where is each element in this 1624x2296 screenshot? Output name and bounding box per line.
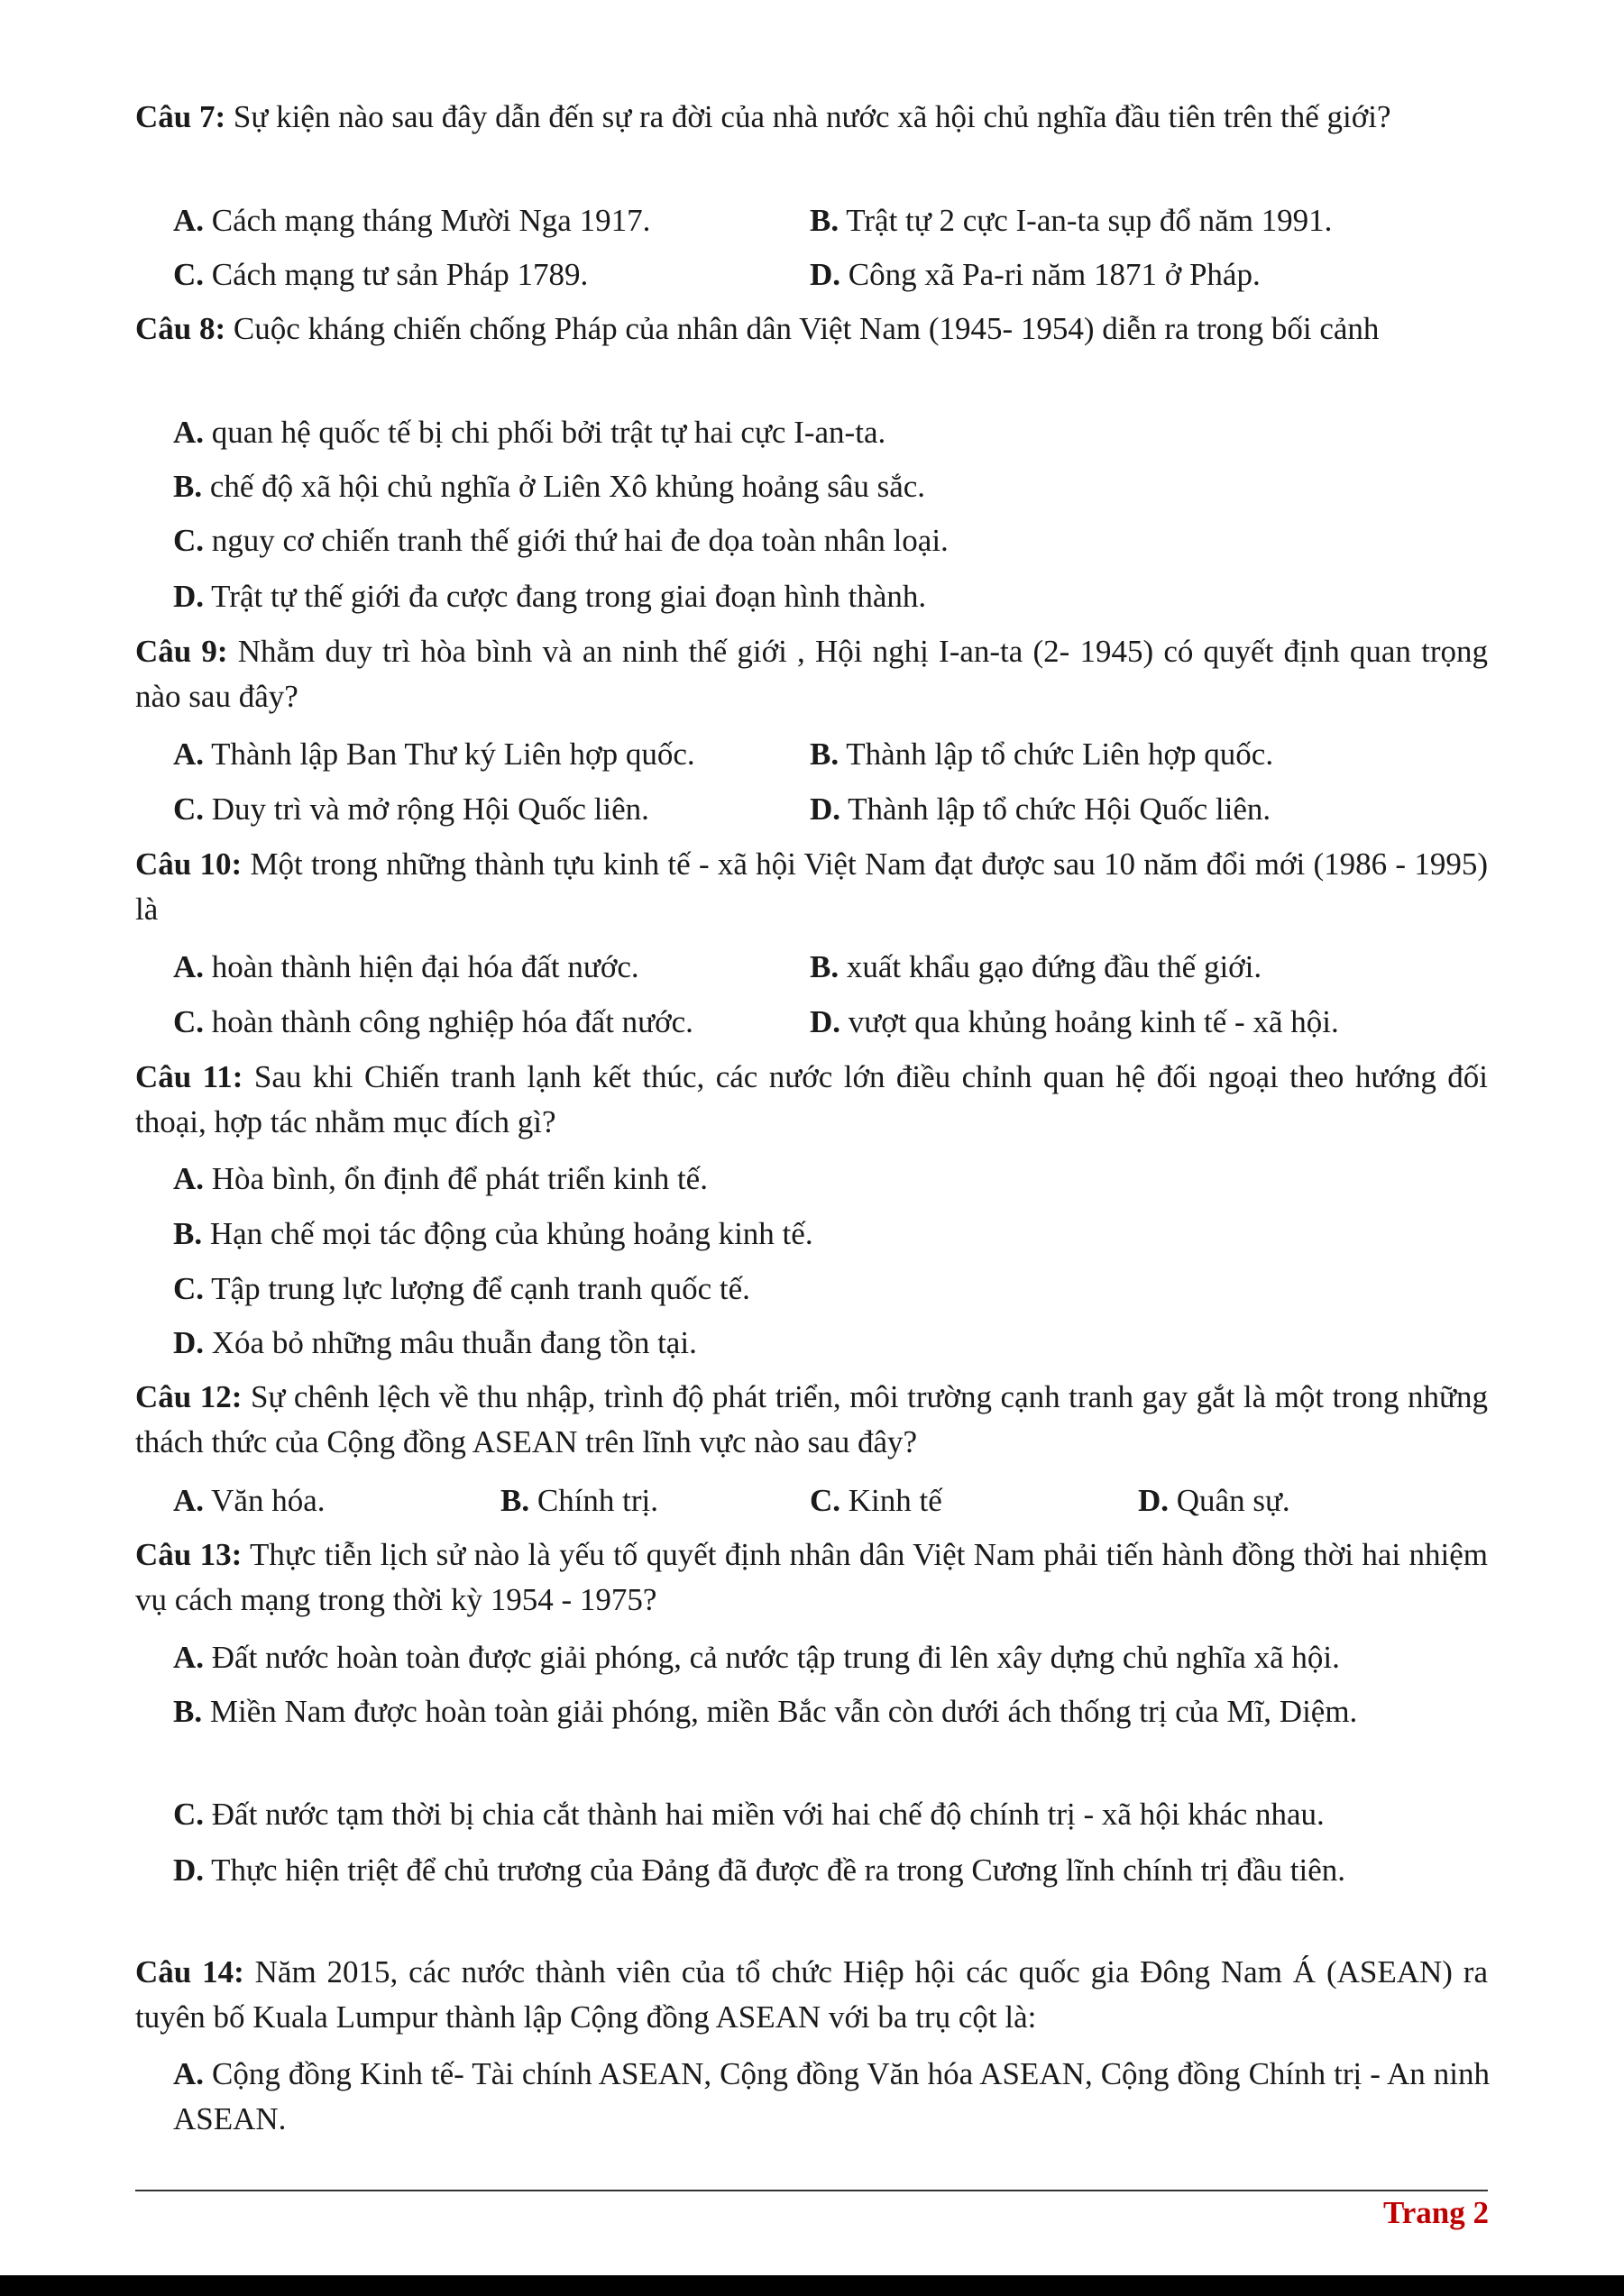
- question-text: Sự kiện nào sau đây dẫn đến sự ra đời của nhà nước xã hội chủ nghĩa đầu tiên trên thế giới?: [225, 99, 1391, 134]
- question-label: Câu 12:: [135, 1379, 243, 1414]
- option-a: A. quan hệ quốc tế bị chi phối bởi trật tự hai cực I-an-ta.: [173, 415, 886, 450]
- option-b: B. Miền Nam được hoàn toàn giải phóng, miền Bắc vẫn còn dưới ách thống trị của Mĩ, Diệm.: [173, 1694, 1358, 1729]
- question-text: Sự chênh lệch về thu nhập, trình độ phát triển, môi trường cạnh tranh gay gắt là một trong những thách thức của Cộng đồng ASEAN trên lĩnh vực nào sau đây?: [135, 1379, 1488, 1459]
- option-b: B. xuất khẩu gạo đứng đầu thế giới.: [810, 949, 1262, 984]
- question-text: Một trong những thành tựu kinh tế - xã hội Việt Nam đạt được sau 10 năm đổi mới (1986 - 1995) là: [135, 846, 1488, 927]
- question-text: Nhằm duy trì hòa bình và an ninh thế giới , Hội nghị I-an-ta (2- 1945) có quyết định quan trọng nào sau đây?: [135, 634, 1488, 714]
- question-text: Sau khi Chiến tranh lạnh kết thúc, các nước lớn điều chỉnh quan hệ đối ngoại theo hướng đối thoại, hợp tác nhằm mục đích gì?: [135, 1059, 1489, 1139]
- question-label: Câu 11:: [135, 1059, 243, 1094]
- question-9: [135, 629, 1488, 719]
- option-d: D. Trật tự thế giới đa cược đang trong giai đoạn hình thành.: [173, 579, 927, 614]
- question-7: [135, 95, 1488, 140]
- page-number: Trang 2: [1383, 2195, 1489, 2230]
- option-b: B. chế độ xã hội chủ nghĩa ở Liên Xô khủng hoảng sâu sắc.: [173, 469, 926, 504]
- question-label: Câu 10:: [135, 846, 243, 882]
- option-d: D. Xóa bỏ những mâu thuẫn đang tồn tại.: [173, 1325, 697, 1360]
- option-b: B. Trật tự 2 cực I-an-ta sụp đổ năm 1991.: [810, 203, 1333, 238]
- option-c: C. Cách mạng tư sản Pháp 1789.: [173, 257, 589, 292]
- option-a: A. hoàn thành hiện đại hóa đất nước.: [173, 949, 639, 984]
- question-text: Năm 2015, các nước thành viên của tổ chức Hiệp hội các quốc gia Đông Nam Á (ASEAN) ra tuyên bố Kuala Lumpur thành lập Cộng đồng ASEAN với ba trụ cột là:: [135, 1954, 1488, 2035]
- question-text: Thực tiễn lịch sử nào là yếu tố quyết định nhân dân Việt Nam phải tiến hành đồng thời hai nhiệm vụ cách mạng trong thời kỳ 1954 - 1975?: [135, 1537, 1488, 1617]
- question-label: Câu 7:: [135, 99, 226, 134]
- question-13: [135, 1532, 1488, 1623]
- footer-divider: [135, 2190, 1488, 2191]
- option-d: D. vượt qua khủng hoảng kinh tế - xã hội.: [810, 1004, 1339, 1039]
- option-a: A. Cách mạng tháng Mười Nga 1917.: [173, 203, 651, 238]
- question-label: Câu 8:: [135, 311, 226, 346]
- option-b: B. Hạn chế mọi tác động của khủng hoảng kinh tế.: [173, 1216, 813, 1251]
- option-c: C. Kinh tế: [810, 1483, 942, 1518]
- option-a: A. Cộng đồng Kinh tế- Tài chính ASEAN, Cộng đồng Văn hóa ASEAN, Cộng đồng Chính trị - An ninh ASEAN.: [173, 2056, 1490, 2136]
- question-label: Câu 9:: [135, 634, 228, 669]
- option-d: D. Thực hiện triệt để chủ trương của Đảng đã được đề ra trong Cương lĩnh chính trị đầu tiên.: [173, 1852, 1346, 1888]
- option-c: C. Đất nước tạm thời bị chia cắt thành hai miền với hai chế độ chính trị - xã hội khác nhau.: [173, 1797, 1325, 1832]
- option-b: B. Chính trị.: [500, 1483, 659, 1518]
- option-c: C. nguy cơ chiến tranh thế giới thứ hai đe dọa toàn nhân loại.: [173, 523, 949, 558]
- option-a: A. Hòa bình, ổn định để phát triển kinh tế.: [173, 1161, 708, 1196]
- question-label: Câu 13:: [135, 1537, 243, 1572]
- option-a: A. Đất nước hoàn toàn được giải phóng, cả nước tập trung đi lên xây dựng chủ nghĩa xã hội.: [173, 1640, 1340, 1675]
- question-text: Cuộc kháng chiến chống Pháp của nhân dân Việt Nam (1945- 1954) diễn ra trong bối cảnh: [225, 311, 1380, 346]
- option-c: C. Tập trung lực lượng để cạnh tranh quốc tế.: [173, 1271, 750, 1306]
- option-a: A. Thành lập Ban Thư ký Liên hợp quốc.: [173, 736, 695, 772]
- question-14: [135, 1950, 1488, 2040]
- question-8: [135, 306, 1488, 352]
- option-b: B. Thành lập tổ chức Liên hợp quốc.: [810, 736, 1274, 772]
- bottom-edge: [0, 2275, 1624, 2296]
- option-d: D. Thành lập tổ chức Hội Quốc liên.: [810, 791, 1271, 827]
- option-a: A. Văn hóa.: [173, 1483, 326, 1518]
- question-11: [135, 1055, 1488, 1145]
- option-d: D. Công xã Pa-ri năm 1871 ở Pháp.: [810, 257, 1261, 292]
- question-10: [135, 842, 1488, 932]
- question-12: [135, 1375, 1488, 1465]
- option-d: D. Quân sự.: [1138, 1483, 1290, 1518]
- option-c: C. Duy trì và mở rộng Hội Quốc liên.: [173, 791, 649, 827]
- option-c: C. hoàn thành công nghiệp hóa đất nước.: [173, 1004, 693, 1039]
- question-label: Câu 14:: [135, 1954, 244, 1990]
